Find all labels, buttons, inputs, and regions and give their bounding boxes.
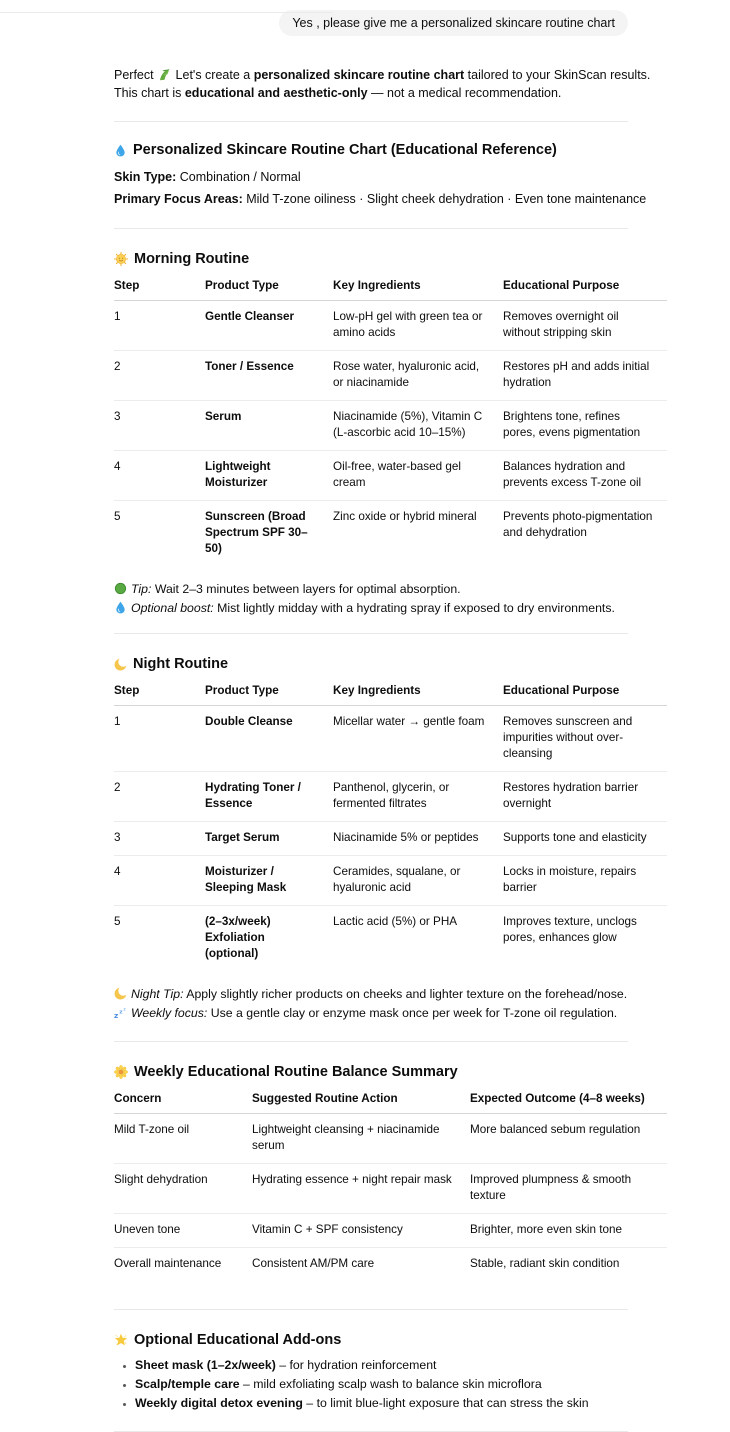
summary-heading <box>114 1063 667 1081</box>
summary-concern-cell: Slight dehydration <box>114 1164 252 1214</box>
tip-label: Optional boost: <box>131 600 214 615</box>
skin-type-line <box>114 168 667 186</box>
morning-tip-1 <box>114 580 667 599</box>
night-routine-table <box>114 680 667 971</box>
table-header-row <box>114 275 667 301</box>
section-divider <box>114 1041 628 1042</box>
table-row <box>114 706 667 772</box>
morning-tip-2 <box>114 599 667 618</box>
crescent-moon-icon <box>114 987 127 1000</box>
column-header-expected-outcome-4-8-weeks-: Expected Outcome (4–8 weeks) <box>470 1088 667 1114</box>
intro-text: Let's create a <box>172 68 254 82</box>
morning-step-cell: 2 <box>114 351 205 401</box>
section-divider <box>114 228 628 229</box>
skin-type-value: Combination / Normal <box>176 170 301 184</box>
summary-outcome-cell: Stable, radiant skin condition <box>470 1257 620 1270</box>
focus-areas-value: Mild T-zone oiliness · Slight cheek dehydration · Even tone maintenance <box>242 192 647 206</box>
morning-purpose-cell: Restores pH and adds initial hydration <box>503 351 667 401</box>
night-ingredients-cell: Micellar water → gentle foam <box>333 706 503 772</box>
intro-text: This chart is <box>114 86 185 100</box>
morning-ingredients-cell: Oil-free, water-based gel cream <box>333 451 503 501</box>
addon-list-item <box>135 1356 667 1375</box>
intro-line-2 <box>114 84 667 102</box>
intro-text: tailored to your SkinScan results. <box>464 68 651 82</box>
column-header-key-ingredients: Key Ingredients <box>333 680 503 706</box>
night-tip-2 <box>114 1004 667 1023</box>
night-ingredients-cell: Ceramides, squalane, or hyaluronic acid <box>333 856 503 906</box>
table-row <box>114 1164 667 1214</box>
user-message-bubble <box>279 10 628 36</box>
table-row <box>114 1114 667 1164</box>
night-routine-heading <box>114 655 667 673</box>
intro-line-1 <box>114 66 667 84</box>
table-row <box>114 451 667 501</box>
morning-purpose-cell: Removes overnight oil without stripping skin <box>503 301 667 351</box>
tip-text: Wait 2–3 minutes between layers for optimal absorption. <box>151 582 461 596</box>
morning-product-cell: Gentle Cleanser <box>205 301 333 351</box>
morning-ingredients-cell: Zinc oxide or hybrid mineral <box>333 510 477 523</box>
table-row <box>114 501 667 567</box>
tip-text: Apply slightly richer products on cheeks and lighter texture on the forehead/nose. <box>183 987 628 1001</box>
morning-product-cell: Lightweight Moisturizer <box>205 451 333 501</box>
column-header-product-type: Product Type <box>205 680 333 706</box>
night-step-cell: 3 <box>114 822 205 856</box>
summary-table <box>114 1088 667 1281</box>
tip-text: Use a gentle clay or enzyme mask once per week for T-zone oil regulation. <box>207 1005 618 1020</box>
section-divider <box>114 1309 628 1310</box>
morning-product-cell: Toner / Essence <box>205 351 333 401</box>
summary-action-cell: Lightweight cleansing + niacinamide serum <box>252 1114 470 1164</box>
night-step-cell: 2 <box>114 772 205 822</box>
column-header-product-type: Product Type <box>205 275 333 301</box>
svg-text:z: z <box>119 1009 123 1016</box>
svg-text:z: z <box>114 1010 119 1020</box>
column-header-key-ingredients: Key Ingredients <box>333 275 503 301</box>
crescent-moon-icon <box>114 658 127 671</box>
table-row <box>114 906 667 972</box>
night-product-cell: Double Cleanse <box>205 706 333 772</box>
night-purpose-cell: Supports tone and elasticity <box>503 822 667 856</box>
green-circle-icon <box>114 582 127 595</box>
tip-label: Tip: <box>131 582 152 596</box>
table-header-row <box>114 680 667 706</box>
summary-concern-cell: Overall maintenance <box>114 1257 222 1270</box>
tip-label: Night Tip: <box>131 987 184 1001</box>
svg-text:z: z <box>123 1005 126 1011</box>
addon-item-bold: Scalp/temple care <box>135 1377 240 1391</box>
addon-item-text: – mild exfoliating scalp wash to balance skin microflora <box>239 1377 542 1391</box>
section-divider <box>114 633 628 634</box>
night-purpose-cell: Improves texture, unclogs pores, enhances glow <box>503 915 637 944</box>
summary-outcome-cell: Improved plumpness & smooth texture <box>470 1164 667 1214</box>
summary-action-cell: Consistent AM/PM care <box>252 1257 375 1270</box>
herb-icon <box>158 68 171 81</box>
sun-face-icon <box>114 252 128 266</box>
intro-text: — not a medical recommendation. <box>367 86 562 100</box>
zzz-icon <box>114 1006 127 1019</box>
column-header-concern: Concern <box>114 1088 252 1114</box>
night-ingredients-cell: Panthenol, glycerin, or fermented filtrates <box>333 772 503 822</box>
tip-label: Weekly focus: <box>131 1005 208 1020</box>
droplet-icon <box>114 601 127 614</box>
night-product-cell: Target Serum <box>205 822 333 856</box>
summary-outcome-cell: More balanced sebum regulation <box>470 1114 667 1164</box>
column-header-educational-purpose: Educational Purpose <box>503 680 667 706</box>
droplet-icon <box>114 144 127 157</box>
summary-concern-cell: Uneven tone <box>114 1214 252 1248</box>
morning-purpose-cell: Prevents photo-pigmentation and dehydration <box>503 510 653 539</box>
morning-purpose-cell: Brightens tone, refines pores, evens pigmentation <box>503 401 667 451</box>
user-message-text: Yes , please give me a personalized skincare routine chart <box>292 16 615 30</box>
page-title <box>114 141 667 159</box>
morning-product-cell: Sunscreen (Broad Spectrum SPF 30–50) <box>205 510 308 555</box>
night-purpose-cell: Restores hydration barrier overnight <box>503 772 667 822</box>
addon-item-text: – for hydration reinforcement <box>275 1358 437 1372</box>
night-purpose-cell: Removes sunscreen and impurities without over-cleansing <box>503 706 667 772</box>
morning-ingredients-cell: Rose water, hyaluronic acid, or niacinamide <box>333 351 503 401</box>
glowing-star-icon <box>114 1333 128 1347</box>
night-tip-1 <box>114 985 667 1004</box>
table-row <box>114 401 667 451</box>
addon-list-item <box>135 1394 667 1413</box>
column-header-educational-purpose: Educational Purpose <box>503 275 667 301</box>
night-purpose-cell: Locks in moisture, repairs barrier <box>503 856 667 906</box>
morning-step-cell: 3 <box>114 401 205 451</box>
summary-outcome-cell: Brighter, more even skin tone <box>470 1214 667 1248</box>
addon-item-bold: Sheet mask (1–2x/week) <box>135 1358 276 1372</box>
column-header-step: Step <box>114 680 205 706</box>
summary-title: Weekly Educational Routine Balance Summary <box>134 1064 458 1080</box>
divider <box>0 12 333 13</box>
column-header-suggested-routine-action: Suggested Routine Action <box>252 1088 470 1114</box>
morning-routine-table <box>114 275 667 566</box>
addons-title: Optional Educational Add-ons <box>134 1332 342 1348</box>
addon-list-item <box>135 1375 667 1394</box>
night-step-cell: 1 <box>114 706 205 772</box>
table-row <box>114 351 667 401</box>
night-ingredients-cell: Niacinamide 5% or peptides <box>333 822 503 856</box>
intro-text: Perfect <box>114 68 158 82</box>
focus-areas-label: Primary Focus Areas: <box>114 192 243 206</box>
morning-product-cell: Serum <box>205 401 333 451</box>
summary-action-cell: Hydrating essence + night repair mask <box>252 1164 470 1214</box>
addon-item-text: – to limit blue-light exposure that can stress the skin <box>302 1396 589 1410</box>
intro-bold-text: educational and aesthetic-only <box>184 86 368 100</box>
morning-step-cell: 5 <box>114 510 121 523</box>
table-header-row <box>114 1088 667 1114</box>
assistant-message <box>114 66 667 1432</box>
intro-bold-text: personalized skincare routine chart <box>253 68 465 82</box>
morning-ingredients-cell: Low-pH gel with green tea or amino acids <box>333 301 503 351</box>
table-row <box>114 856 667 906</box>
summary-action-cell: Vitamin C + SPF consistency <box>252 1214 470 1248</box>
skin-type-label: Skin Type: <box>114 170 177 184</box>
summary-concern-cell: Mild T-zone oil <box>114 1114 252 1164</box>
table-row <box>114 1214 667 1248</box>
night-step-cell: 5 <box>114 915 121 928</box>
section-divider <box>114 121 628 122</box>
morning-routine-title: Morning Routine <box>134 251 250 267</box>
blossom-flower-icon <box>114 1065 128 1079</box>
page-title-text: Personalized Skincare Routine Chart (Educational Reference) <box>133 142 557 158</box>
column-header-step: Step <box>114 275 205 301</box>
night-product-cell: (2–3x/week) Exfoliation (optional) <box>205 915 271 960</box>
table-row <box>114 772 667 822</box>
table-row <box>114 301 667 351</box>
tip-text: Mist lightly midday with a hydrating spray if exposed to dry environments. <box>213 600 615 615</box>
table-row <box>114 1248 667 1282</box>
morning-ingredients-cell: Niacinamide (5%), Vitamin C (L-ascorbic acid 10–15%) <box>333 401 503 451</box>
morning-routine-heading <box>114 250 667 268</box>
night-step-cell: 4 <box>114 856 205 906</box>
morning-step-cell: 4 <box>114 451 205 501</box>
addons-list <box>114 1356 667 1413</box>
addon-item-bold: Weekly digital detox evening <box>135 1396 303 1410</box>
night-product-cell: Moisturizer / Sleeping Mask <box>205 856 333 906</box>
addons-heading <box>114 1331 667 1349</box>
night-routine-title: Night Routine <box>133 656 229 672</box>
night-product-cell: Hydrating Toner / Essence <box>205 772 333 822</box>
night-ingredients-cell: Lactic acid (5%) or PHA <box>333 915 458 928</box>
morning-step-cell: 1 <box>114 301 205 351</box>
morning-purpose-cell: Balances hydration and prevents excess T-zone oil <box>503 451 667 501</box>
user-message-row <box>114 0 628 36</box>
table-row <box>114 822 667 856</box>
focus-areas-line <box>114 190 667 208</box>
